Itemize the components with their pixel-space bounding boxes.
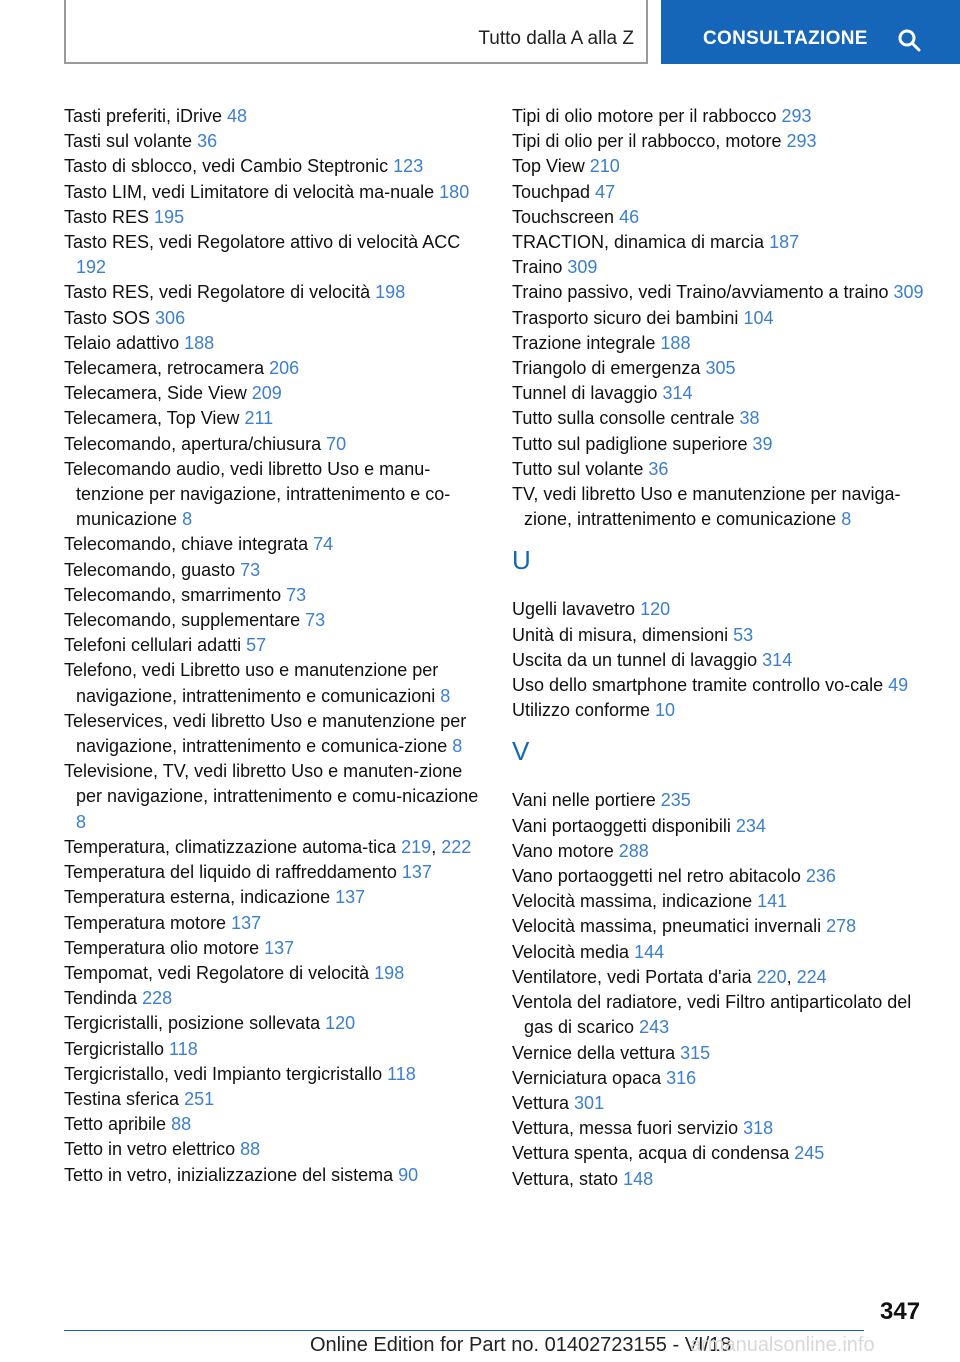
page-link[interactable]: 316 <box>666 1067 697 1088</box>
page-link[interactable]: 228 <box>142 988 173 1009</box>
index-entry <box>64 1062 484 1087</box>
page-link[interactable]: 144 <box>634 941 665 962</box>
tab-label: CONSULTAZIONE <box>703 28 868 49</box>
index-entry-text: Tergicristallo <box>64 1038 170 1059</box>
index-entry <box>64 104 484 129</box>
index-entry <box>64 1087 484 1112</box>
page-link[interactable]: 219 <box>401 836 432 857</box>
index-entry <box>64 280 484 305</box>
index-entry-text: Temperatura esterna, indicazione <box>64 887 336 908</box>
footer-edition: Online Edition for Part no. 01402723155 - VI/18 <box>310 1334 732 1356</box>
index-entry-text: Temperatura del liquido di raffreddamento <box>64 862 402 883</box>
index-entry <box>64 583 484 608</box>
page-link[interactable]: 236 <box>805 866 836 887</box>
page-link[interactable]: 8 <box>76 811 87 832</box>
index-entry <box>512 940 932 965</box>
index-entry <box>512 814 932 839</box>
index-entry-text: Telecamera, retrocamera <box>64 358 270 379</box>
index-entry-text: Tasto RES, vedi Regolatore di velocità <box>64 282 376 303</box>
index-entry-text: Tunnel di lavaggio <box>512 383 663 404</box>
page-link[interactable]: 10 <box>655 700 676 721</box>
page-link[interactable]: 141 <box>757 891 788 912</box>
index-entry-text: Ventilatore, vedi Portata d'aria <box>512 966 757 987</box>
page-link[interactable]: 318 <box>743 1118 774 1139</box>
index-entry <box>512 306 932 331</box>
page-link[interactable]: 309 <box>893 282 924 303</box>
index-entry-text: Tipi di olio motore per il rabbocco <box>512 106 782 126</box>
page-link[interactable]: 187 <box>769 232 800 253</box>
page-link[interactable]: 88 <box>240 1139 261 1160</box>
index-entry-text: Tasti sul volante <box>64 131 198 152</box>
page-link[interactable]: 198 <box>374 962 405 983</box>
index-entry <box>512 623 932 648</box>
page-link[interactable]: 278 <box>826 916 857 937</box>
index-entry-text: Trazione integrale <box>512 332 661 353</box>
page-link[interactable]: 8 <box>440 685 451 706</box>
page-link[interactable]: 235 <box>660 790 691 811</box>
index-entry <box>512 1091 932 1116</box>
index-column-left <box>64 104 484 1188</box>
index-entry-text: Televisione, TV, vedi libretto Uso e manuten‐zione per navigazione, intrattenimento e comu‐nicazione <box>64 761 479 807</box>
index-entry-text: Vettura spenta, acqua di condensa <box>512 1143 795 1164</box>
index-entry-text: Tasto RES <box>64 206 155 227</box>
index-entry <box>512 788 932 813</box>
section-title: Tutto dalla A alla Z <box>478 28 634 49</box>
page-link[interactable]: 47 <box>595 181 616 202</box>
index-entry-text: Telecomando, apertura/chiusura <box>64 433 327 454</box>
index-entry-text: Telecomando, smarrimento <box>64 584 287 605</box>
index-entry-text: Telecamera, Top View <box>64 408 245 429</box>
page-link[interactable]: 306 <box>155 307 186 328</box>
index-entry <box>64 154 484 179</box>
index-entry <box>64 860 484 885</box>
footer-divider <box>64 1330 864 1331</box>
index-entry-text: Vettura <box>512 1092 575 1113</box>
index-entry-text: Telecomando audio, vedi libretto Uso e manu‐tenzione per navigazione, intrattenimento e co‐municazione <box>64 458 451 530</box>
index-entry-text: Telecomando, guasto <box>64 559 241 580</box>
page-link[interactable]: 137 <box>335 887 366 908</box>
index-entry-text: Telecamera, Side View <box>64 383 252 404</box>
index-entry <box>64 961 484 986</box>
index-entry-text: Vani portaoggetti disponibili <box>512 815 736 836</box>
index-entry <box>64 709 484 759</box>
page-link[interactable]: 120 <box>325 1013 356 1034</box>
index-entry <box>512 104 932 129</box>
page-link[interactable]: 188 <box>184 332 215 353</box>
index-entry-text: Trasporto sicuro dei bambini <box>512 307 744 328</box>
index-entry <box>512 914 932 939</box>
index-entry-text: Tergicristallo, vedi Impianto tergicristallo <box>64 1063 388 1084</box>
index-entry <box>512 1066 932 1091</box>
page-link[interactable]: 192 <box>76 257 107 278</box>
index-entry-text: Tipi di olio per il rabbocco, motore <box>512 131 787 152</box>
page-link[interactable]: 293 <box>781 106 812 126</box>
index-entry-text: Temperatura, climatizzazione automa‐tica <box>64 836 402 857</box>
page-link[interactable]: 104 <box>743 307 774 328</box>
index-entry-text: Tasti preferiti, iDrive <box>64 106 228 126</box>
consultazione-tab[interactable] <box>661 0 960 64</box>
page-link[interactable]: 180 <box>439 181 470 202</box>
index-entry-text: Tasto LIM, vedi Limitatore di velocità ma‐nuale <box>64 181 440 202</box>
index-entry <box>64 1137 484 1162</box>
page-link[interactable]: 73 <box>286 584 307 605</box>
index-letter-heading: U <box>512 545 531 576</box>
index-entry <box>512 432 932 457</box>
index-entry-text: Tasto di sblocco, vedi Cambio Steptronic <box>64 156 394 177</box>
page-link[interactable]: 314 <box>662 383 693 404</box>
page-link[interactable]: 222 <box>441 836 472 857</box>
index-entry <box>64 911 484 936</box>
index-entry-text: Tempomat, vedi Regolatore di velocità <box>64 962 375 983</box>
page-link[interactable]: 198 <box>375 282 406 303</box>
index-entry: Temperatura, climatizzazione automa‐tica 219, 222 <box>64 836 472 857</box>
index-entry <box>512 1141 932 1166</box>
index-entry <box>64 658 484 708</box>
index-entry <box>64 608 484 633</box>
page-link[interactable]: 293 <box>786 131 817 152</box>
index-entry-text: Testina sferica <box>64 1088 185 1109</box>
index-entry <box>64 759 484 835</box>
index-entry-text: Tetto in vetro, inizializzazione del sistema <box>64 1164 399 1185</box>
index-entry-text: Touchscreen <box>512 206 620 227</box>
page-link[interactable]: 210 <box>589 156 620 177</box>
index-entry <box>512 698 932 723</box>
index-entry <box>64 356 484 381</box>
index-entry <box>64 1112 484 1137</box>
index-entry-text: Telefoni cellulari adatti <box>64 635 247 656</box>
index-entry <box>512 255 932 280</box>
index-entry-text: Velocità massima, pneumatici invernali <box>512 916 827 937</box>
page-link[interactable]: 88 <box>171 1114 192 1135</box>
index-entry <box>64 558 484 583</box>
page-link[interactable]: 137 <box>231 912 262 933</box>
index-entry <box>512 230 932 255</box>
page-link[interactable]: 73 <box>240 559 261 580</box>
index-entry-text: Vettura, stato <box>512 1168 624 1189</box>
page-link[interactable]: 70 <box>326 433 347 454</box>
page-link[interactable]: 36 <box>197 131 218 152</box>
index-entry <box>64 885 484 910</box>
index-entry <box>64 406 484 431</box>
page-link[interactable]: 234 <box>735 815 766 836</box>
index-entry-text: Tutto sulla consolle centrale <box>512 408 740 429</box>
index-entry <box>512 482 932 532</box>
index-entry <box>512 597 932 622</box>
index-entry-text: Tutto sul padiglione superiore <box>512 433 753 454</box>
index-entry <box>512 154 932 179</box>
index-entry <box>64 205 484 230</box>
index-entry-text: Telecomando, supplementare <box>64 610 306 631</box>
index-entry <box>512 990 932 1040</box>
page-link[interactable]: 8 <box>452 736 463 757</box>
page-link[interactable]: 206 <box>269 358 300 379</box>
index-entry <box>64 432 484 457</box>
page-link[interactable]: 195 <box>154 206 185 227</box>
page-link[interactable]: 251 <box>184 1088 215 1109</box>
page-link[interactable]: 120 <box>640 599 671 620</box>
page-link[interactable]: 73 <box>305 610 326 631</box>
index-entry-text: Touchpad <box>512 181 596 202</box>
index-entry-text: Telecomando, chiave integrata <box>64 534 314 555</box>
page-link[interactable]: 309 <box>567 257 598 278</box>
index-entry <box>512 889 932 914</box>
index-entry <box>512 129 932 154</box>
index-entry-text: TV, vedi libretto Uso e manutenzione per naviga‐zione, intrattenimento e comunicazione <box>512 484 901 530</box>
index-entry-text: Top View <box>512 156 590 177</box>
index-entry-text: Triangolo di emergenza <box>512 358 706 379</box>
page-number: 347 <box>880 1298 921 1325</box>
index-entry <box>64 1011 484 1036</box>
index-entry-text: Tetto in vetro elettrico <box>64 1139 241 1160</box>
index-entry-text: Verniciatura opaca <box>512 1067 667 1088</box>
page-link[interactable]: 148 <box>623 1168 654 1189</box>
page-link[interactable]: 48 <box>227 106 248 126</box>
index-entry <box>64 381 484 406</box>
index-entry <box>512 280 932 305</box>
index-entry <box>64 1163 484 1188</box>
page-link[interactable]: 39 <box>752 433 773 454</box>
index-entry-text: Temperatura motore <box>64 912 232 933</box>
page-link[interactable]: 220 <box>756 966 787 987</box>
page-link[interactable]: 137 <box>264 937 295 958</box>
page-link[interactable]: 8 <box>182 509 193 530</box>
page-link[interactable]: 301 <box>574 1092 605 1113</box>
index-entry <box>512 1167 932 1192</box>
index-entry <box>512 839 932 864</box>
index-entry <box>512 864 932 889</box>
page-link[interactable]: 209 <box>251 383 282 404</box>
index-entry-text: Utilizzo conforme <box>512 700 656 721</box>
page-link[interactable]: 315 <box>680 1042 711 1063</box>
search-icon[interactable] <box>897 28 921 52</box>
page-link[interactable]: 245 <box>794 1143 825 1164</box>
index-entry-text: Vani nelle portiere <box>512 790 661 811</box>
index-entry <box>512 673 932 698</box>
index-entry-text: Unità di misura, dimensioni <box>512 624 734 645</box>
page-link[interactable]: 38 <box>739 408 760 429</box>
index-entry <box>64 532 484 557</box>
index-entry-text: Vettura, messa fuori servizio <box>512 1118 744 1139</box>
index-entry-text: Telefono, vedi Libretto uso e manutenzione per navigazione, intrattenimento e comunicazioni <box>64 660 441 706</box>
index-entry-text: Tergicristalli, posizione sollevata <box>64 1013 326 1034</box>
page-link[interactable]: 49 <box>888 675 909 696</box>
page-link[interactable]: 123 <box>393 156 424 177</box>
index-entry <box>512 457 932 482</box>
index-entry <box>512 180 932 205</box>
index-entry <box>512 205 932 230</box>
index-entry-text: Tetto apribile <box>64 1114 172 1135</box>
page-link[interactable]: 118 <box>387 1063 416 1084</box>
index-entry <box>64 180 484 205</box>
page-link[interactable]: 90 <box>398 1164 419 1185</box>
page-link[interactable]: 118 <box>169 1038 198 1059</box>
index-entry-text: Velocità massima, indicazione <box>512 891 758 912</box>
index-entry <box>512 356 932 381</box>
index-entry <box>512 331 932 356</box>
page-link[interactable]: 8 <box>841 509 852 530</box>
index-entry <box>64 129 484 154</box>
page-link[interactable]: 314 <box>762 649 793 670</box>
index-entry <box>512 1116 932 1141</box>
index-entry <box>64 457 484 533</box>
index-column-right <box>512 104 932 1192</box>
index-entry-text: Velocità media <box>512 941 635 962</box>
index-entry <box>64 306 484 331</box>
page-link[interactable]: 211 <box>244 408 274 429</box>
index-entry-text: Uso dello smartphone tramite controllo vo‐cale <box>512 675 889 696</box>
section-header <box>64 0 648 64</box>
index-entry-text: Vernice della vettura <box>512 1042 681 1063</box>
index-entry-text: Traino passivo, vedi Traino/avviamento a traino <box>512 282 894 303</box>
index-entry-text: Uscita da un tunnel di lavaggio <box>512 649 763 670</box>
index-entry <box>512 648 932 673</box>
index-entry-text: Vano portaoggetti nel retro abitacolo <box>512 866 806 887</box>
index-entry-text: Vano motore <box>512 840 619 861</box>
page-link[interactable]: 53 <box>733 624 754 645</box>
index-entry-text: Temperatura olio motore <box>64 937 265 958</box>
index-entry-text: Tutto sul volante <box>512 458 649 479</box>
index-entry-text: Traino <box>512 257 568 278</box>
index-entry-text: Ugelli lavavetro <box>512 599 641 620</box>
index-entry: Ventilatore, vedi Portata d'aria 220, 224 <box>512 966 827 987</box>
page-link[interactable]: 46 <box>619 206 640 227</box>
index-entry <box>512 406 932 431</box>
page-link[interactable]: 74 <box>313 534 334 555</box>
page-link[interactable]: 243 <box>639 1017 670 1038</box>
index-entry-text: Teleservices, vedi libretto Uso e manutenzione per navigazione, intrattenimento e comunica‐zione <box>64 710 467 757</box>
index-entry-text: Tasto RES, vedi Regolatore attivo di velocità ACC <box>64 232 461 253</box>
index-entry-text: Ventola del radiatore, vedi Filtro antiparticolato del gas di scarico <box>512 992 912 1038</box>
index-entry <box>64 633 484 658</box>
index-entry-text: Tasto SOS <box>64 307 156 328</box>
index-entry <box>64 936 484 961</box>
watermark: armanualsonline.info <box>690 1334 875 1356</box>
index-entry-text: Tendinda <box>64 988 143 1009</box>
page-link[interactable]: 288 <box>618 840 649 861</box>
index-entry <box>64 1037 484 1062</box>
index-entry <box>512 1041 932 1066</box>
page-link[interactable]: 224 <box>796 966 827 987</box>
index-entry <box>512 381 932 406</box>
page-link[interactable]: 188 <box>660 332 691 353</box>
page-link[interactable]: 305 <box>705 358 736 379</box>
index-entry <box>64 230 484 280</box>
page-link[interactable]: 36 <box>648 458 669 479</box>
index-entry <box>64 331 484 356</box>
page-link[interactable]: 137 <box>401 862 432 883</box>
index-entry-text: TRACTION, dinamica di marcia <box>512 232 770 253</box>
index-entry <box>64 986 484 1011</box>
page-link[interactable]: 57 <box>246 635 267 656</box>
index-entry-text: Telaio adattivo <box>64 332 185 353</box>
index-letter-heading: V <box>512 736 530 767</box>
